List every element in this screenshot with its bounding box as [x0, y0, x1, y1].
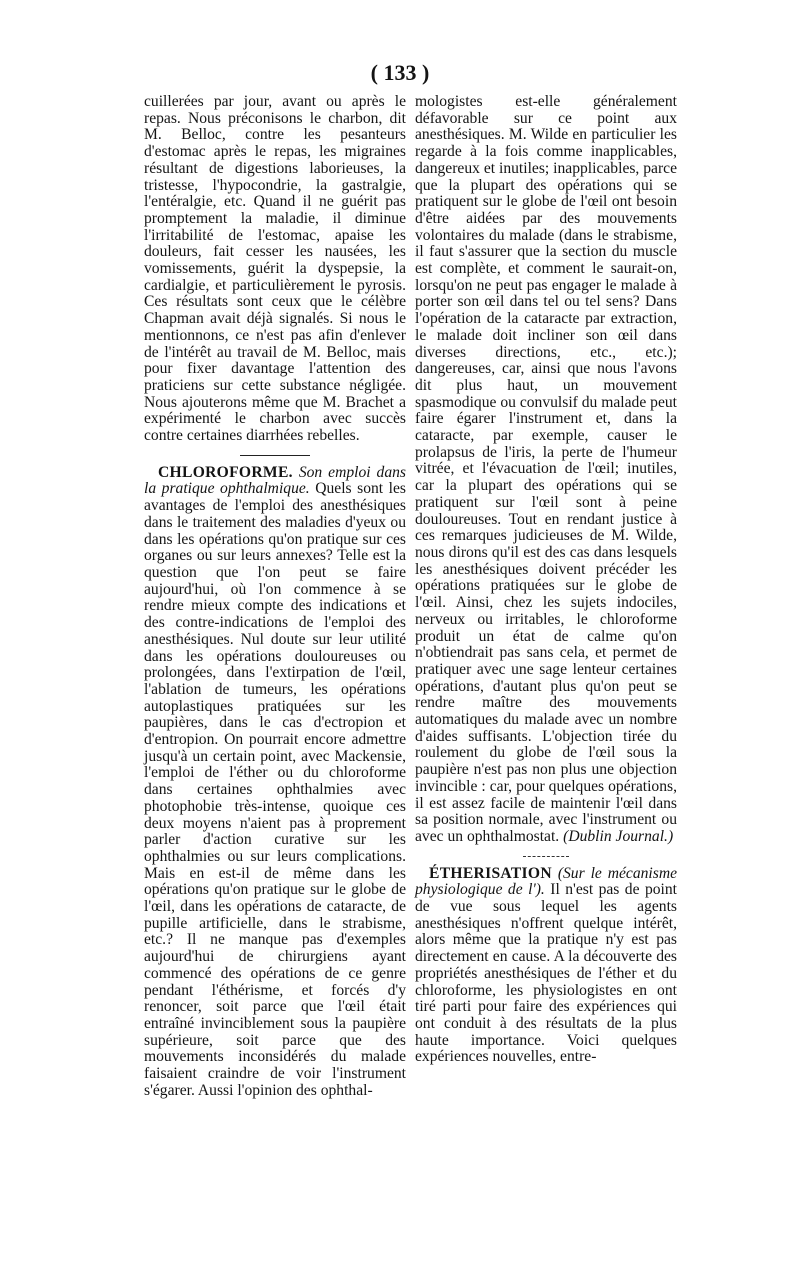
page-number: ( 133 ) — [370, 60, 430, 85]
section-subtitle-etherisation: (Sur le mécanisme physiologique de l'). — [415, 864, 677, 899]
section-divider-dotted — [523, 856, 569, 857]
right-column — [415, 94, 677, 1066]
section-body-etherisation: Il n'est pas de point de vue sous lequel les agents anesthésiques n'offrent quelque intérêt, alors même que la pratique n'y est pas directement en cause. A la découverte des propriétés anesthésiques de l'éther et du chloroforme, les physiologistes en ont tiré parti pour faire des expériences qui ont conduit à des résultats de la plus haute importance. Voici quelques expériences nouvelles, entre- — [415, 881, 677, 1066]
section-heading-etherisation: ÉTHERISATION — [429, 864, 552, 882]
source-citation: (Dublin Journal.) — [563, 827, 674, 845]
section-divider — [240, 455, 310, 456]
section-body-chloroforme: Quels sont les avantages de l'emploi des anesthésiques dans le traitement des maladies d'yeux ou dans les opérations qu'on pratique sur ces organes ou sur leurs annexes? Telle est la question que l'on peut se faire aujourd'hui, où l'on commence à se rendre mieux compte des indications et des contre-indications de l'emploi des anesthésiques. Nul doute sur leur utilité dans les opérations douloureuses ou prolongées, dans l'extirpation de l'œil, l'ablation de tumeurs, les opérations autoplastiques pratiquées sur les paupières, dans le cas d'ectropion et d'entropion. On pourrait encore admettre jusqu'à un certain point, avec Mackensie, l'emploi de l'éther ou du chloroforme dans certaines ophthalmies avec photophobie très-intense, quoique ces deux moyens n'aient pas à proprement parler d'action curative sur les ophthalmies ou sur leurs complications. Mais en est-il de même dans les opérations qu'on pratique sur le globe de l'œil, dans les opérations de cataracte, de pupille artificielle, dans le strabisme, etc.? Il ne manque pas d'exemples aujourd'hui de chirurgiens ayant commencé des opérations de ce genre pendant l'éthérisme, et forcés d'y renoncer, soit parce que l'œil était entraîné invinciblement sous la paupière supérieure, soit parce que des mouvements inconsidérés du malade faisaient craindre de voir l'instrument s'égarer. Aussi l'opinion des ophthal- — [144, 480, 406, 1099]
section-heading-chloroforme: CHLOROFORME. — [158, 463, 293, 481]
right-paragraph-1 — [415, 94, 677, 846]
section-subtitle-chloroforme: Son emploi dans la pratique ophthalmique. — [144, 463, 406, 498]
section-etherisation — [415, 866, 677, 1066]
left-column — [144, 94, 406, 1099]
section-chloroforme — [144, 465, 406, 1100]
left-paragraph-1: cuillerées par jour, avant ou après le repas. Nous préconisons le charbon, dit M. Belloc, contre les pesanteurs d'estomac après le repas, les migraines résultant de digestions laborieuses, la tristesse, l'hypocondrie, la gastralgie, l'entéralgie, etc. Quand il ne guérit pas promptement la maladie, il diminue l'irritabilité de l'estomac, apaise les douleurs, fait cesser les nausées, les vomissements, guérit la dyspepsie, la cardialgie, et particulièrement le pyrosis. Ces résultats sont ceux que le célèbre Chapman avait déjà signalés. Si nous le mentionnons, ce n'est pas afin d'enlever de l'intérêt au travail de M. Belloc, mais pour fixer davantage l'attention des praticiens sur cette substance négligée. Nous ajouterons même que M. Brachet a expérimenté le charbon avec succès contre certaines diarrhées rebelles. — [144, 93, 406, 445]
right-paragraph-1-text: mologistes est-elle généralement défavorable sur ce point aux anesthésiques. M. Wilde en particulier les regarde à la fois comme inapplicables, dangereux et inutiles; inapplicables, parce que la plupart des opérations qui se pratiquent sur le globe de l'œil ont besoin d'être aidées par des mouvements volontaires du malade (dans le strabisme, il faut s'assurer que la section du muscle est complète, et comment le saurait-on, lorsqu'on ne peut pas engager le malade à porter son œil dans tel ou tel sens? Dans l'opération de la cataracte par extraction, le malade doit incliner son œil dans diverses directions, etc., etc.); dangereuses, car, ainsi que nous l'avons dit plus haut, un mouvement spasmodique ou convulsif du malade peut faire égarer l'instrument et, dans la cataracte, par exemple, causer le prolapsus de l'iris, la perte de l'humeur vitrée, et l'évacuation de l'œil; inutiles, car la plupart des opérations qui se pratiquent sur l'œil sont à peine douloureuses. Tout en rendant justice à ces remarques judicieuses de M. Wilde, nous dirons qu'il est des cas dans lesquels les anesthésiques doivent précéder les opérations pratiquées sur le globe de l'œil. Ainsi, chez les sujets indociles, nerveux ou irritables, le chloroforme produit un état de calme qu'on n'obtiendrait pas sans cela, et permet de pratiquer avec une sage lenteur certaines opérations, d'autant plus qu'on peut se rendre maître des mouvements automatiques du malade avec un nombre d'aides suffisants. L'objection tirée du roulement du globe de l'œil sous la paupière n'est pas non plus une objection invincible : car, pour quelques opérations, il est assez facile de maintenir l'œil dans sa position normale, avec l'instrument ou avec un ophthalmostat. — [415, 93, 678, 845]
